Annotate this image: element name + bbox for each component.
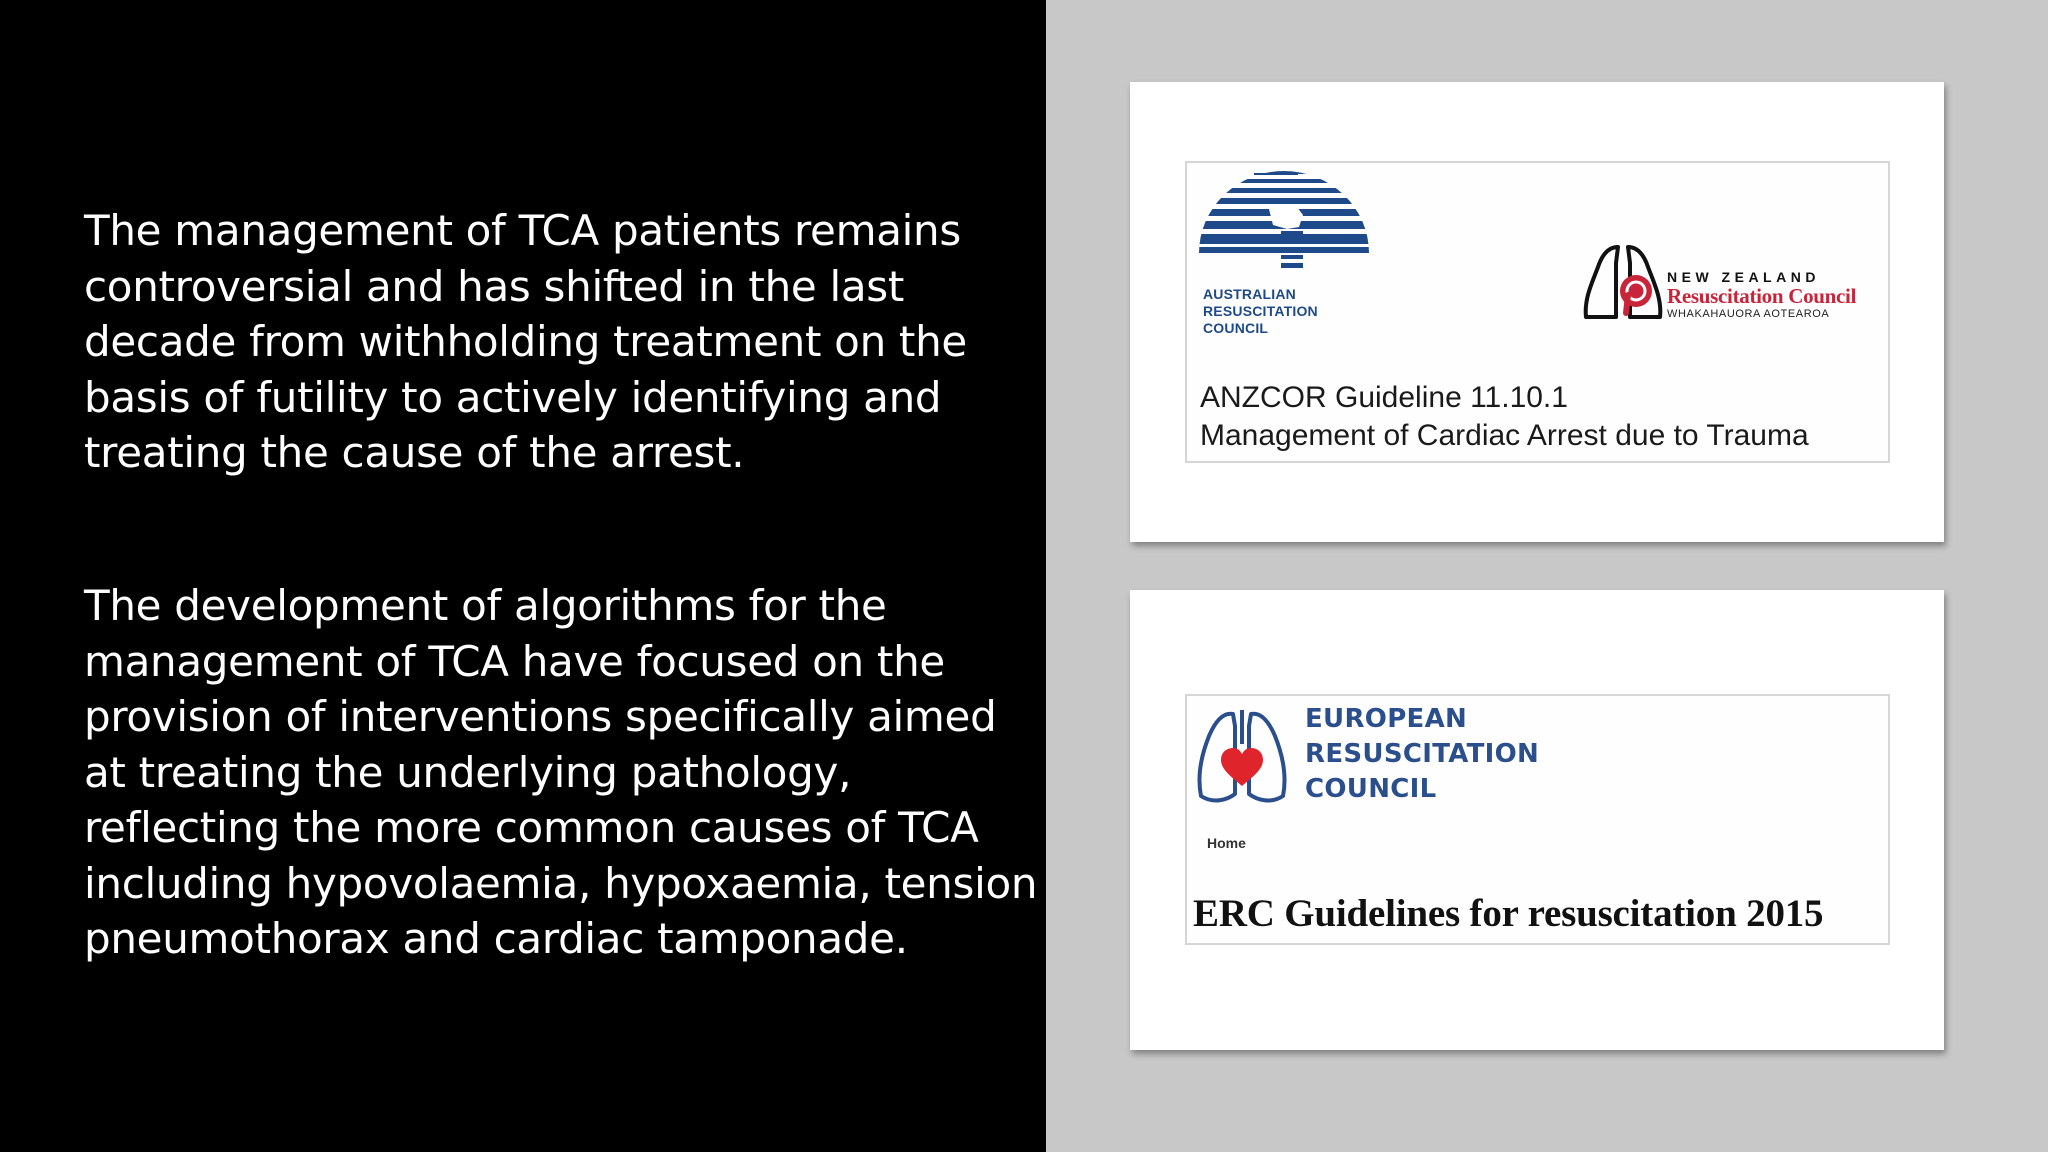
anzcor-title-line: ANZCOR Guideline 11.10.1 (1200, 381, 1568, 414)
erc-guideline-card (1130, 590, 1944, 1050)
anzcor-title-line: Management of Cardiac Arrest due to Trauma (1200, 419, 1809, 452)
nz-org-name (1667, 269, 1892, 321)
arc-org-name (1203, 286, 1363, 337)
paragraph-tca-algorithms: The development of algorithms for the management of TCA have focused on the provision of interventions specifically aimed at treating the underlying pathology, reflecting the more common causes of TCA including hypovolaemia, hypoxaemia, tension pneumothorax and cardiac tamponade. (84, 581, 1038, 963)
nz-org-line: Resuscitation Council (1667, 284, 1857, 308)
erc-lungs-heart-logo (1193, 704, 1291, 812)
erc-guideline-screenshot (1185, 694, 1890, 945)
nz-org-line: NEW ZEALAND (1667, 269, 1820, 285)
paragraph-tca-management: The management of TCA patients remains controversial and has shifted in the last decade from withholding treatment on the basis of futility to actively identifying and treating the cause of the arrest. (84, 206, 967, 477)
erc-org-line: COUNCIL (1305, 774, 1437, 804)
nz-org-line: WHAKAHAUORA AOTEAROA (1667, 308, 1830, 320)
arc-org-line: RESUSCITATION (1203, 303, 1318, 319)
arc-org-line: COUNCIL (1203, 320, 1269, 336)
erc-org-line: RESUSCITATION (1305, 739, 1540, 769)
nz-lungs-logo (1580, 241, 1666, 327)
australian-resuscitation-council-logo (1199, 171, 1369, 291)
anzcor-guideline-screenshot (1185, 161, 1890, 463)
anzcor-guideline-card (1130, 82, 1944, 542)
erc-home-link: Home (1207, 835, 1246, 851)
erc-guideline-title: ERC Guidelines for resuscitation 2015 (1193, 892, 1824, 935)
erc-org-name (1305, 702, 1605, 807)
arc-org-line: AUSTRALIAN (1203, 286, 1296, 302)
erc-org-line: EUROPEAN (1305, 704, 1468, 734)
anzcor-guideline-title (1200, 379, 1890, 455)
